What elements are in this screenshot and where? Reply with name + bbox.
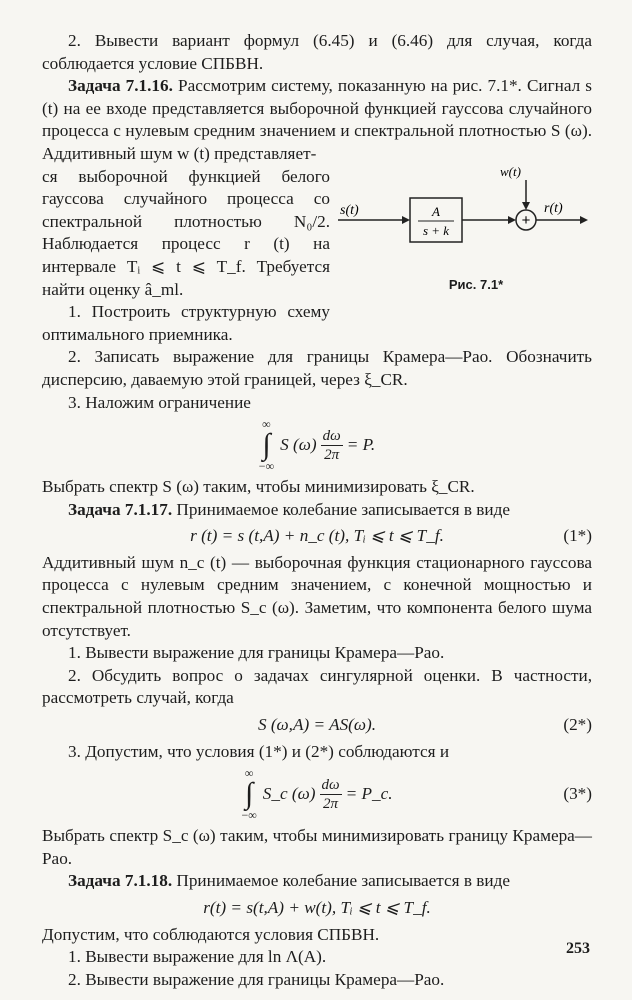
integral-sign: ∞ ∫ −∞ — [258, 417, 275, 474]
input-label: s(t) — [340, 202, 359, 218]
paragraph: ся выборочной функцией белого гауссова случайного процесса со спектральной плотностью N₀/2. Наблюдается процесс r (t) на интервале Tᵢ ⩽ t ⩽ T_f. Требуется найти оценку â_ml. — [42, 166, 330, 299]
task-label: Задача 7.1.18. — [68, 871, 173, 891]
question-2: 2. Записать выражение для границы Крамера—Рао. Обозначить дисперсию, даваемую этой границей, через ξ_CR. — [42, 347, 592, 389]
equation-4: r(t) = s(t,A) + w(t), Tᵢ ⩽ t ⩽ T_f. — [203, 898, 431, 917]
task-text: Принимаемое колебание записывается в виде — [172, 499, 510, 519]
equation-2: S (ω,A) = AS(ω). (2*) — [42, 714, 592, 737]
question-3: 3. Наложим ограничение — [68, 392, 251, 412]
equation-number: (3*) — [563, 783, 592, 803]
page-body — [42, 30, 592, 991]
question-2: 2. Обсудить вопрос о задачах сингулярной оценки. В частности, рассмотреть случай, когда — [42, 665, 592, 708]
fraction: $\frac{d\omega}{2\pi}$ — [321, 776, 340, 812]
page-number: 253 — [566, 940, 590, 957]
question-1: 1. Построить структурную схему оптимального приемника. — [42, 302, 330, 344]
figure-7-1 — [330, 162, 592, 292]
equation-3: ∞ ∫ −∞ S_c (ω) $\frac{d\omega}{2\pi}$ = P_c. (3*) — [241, 766, 592, 823]
equation-1: r (t) = s (t,A) + n_c (t), Tᵢ ⩽ t ⩽ T_f. (1*) — [42, 525, 592, 548]
sum-symbol: + — [521, 211, 531, 229]
task-7-1-18 — [42, 870, 592, 893]
output-arrowhead — [580, 216, 588, 224]
task-text: Рассмотрим систему, показанную на рис. 7.1*. Сигнал s (t) на ее входе представляется выборочной функцией гауссова случайного процесса с нулевым средним значением и спектральной плотностью S (ω). Аддитивный шум w (t) представляет- — [42, 76, 592, 163]
fraction: $\frac{d\omega}{2\pi}$ — [322, 427, 341, 463]
question-1: 1. Вывести выражение для ln Λ(A). — [68, 947, 327, 967]
paragraph: Выбрать спектр S (ω) таким, чтобы минимизировать ξ_CR. — [42, 477, 475, 497]
task-7-1-16 — [42, 75, 592, 165]
equation-number: (1*) — [563, 526, 592, 546]
equation-integral-1: ∞ ∫ −∞ S (ω) $\frac{d\omega}{2\pi}$ = P. — [258, 417, 376, 474]
question-1: 1. Вывести выражение для границы Крамера—Рао. — [68, 643, 445, 663]
noise-arrowhead — [522, 202, 530, 210]
task-label: Задача 7.1.17. — [68, 499, 173, 519]
task-7-1-17 — [42, 499, 592, 522]
figure-caption: Рис. 7.1* — [448, 277, 504, 293]
block-diagram — [330, 162, 592, 274]
paragraph: Допустим, что соблюдаются условия СПБВН. — [42, 924, 380, 944]
noise-label: w(t) — [500, 163, 521, 179]
block-numerator: A — [432, 203, 440, 219]
integral-sign: ∞ ∫ −∞ — [241, 766, 257, 823]
block-denominator: s + k — [422, 222, 450, 238]
paragraph: Аддитивный шум n_c (t) — выборочная функция стационарного гауссова процесса с нулевым средним значением, с конечной мощностью и спектральной плотностью S_c (ω). Заметим, что компонента белого шума отсутствует. — [42, 552, 592, 640]
task-label: Задача 7.1.16. — [68, 76, 173, 96]
question-3: 3. Допустим, что условия (1*) и (2*) соблюдаются и — [68, 741, 450, 761]
text-figure-wrap — [42, 163, 592, 347]
equation-number: (2*) — [563, 715, 592, 735]
task-text: Принимаемое колебание записывается в виде — [172, 871, 510, 891]
paragraph: Выбрать спектр S_c (ω) таким, чтобы минимизировать границу Крамера—Рао. — [42, 826, 592, 868]
block-output-arrowhead — [508, 216, 516, 224]
paragraph: 2. Вывести вариант формул (6.45) и (6.46) для случая, когда соблюдается условие СПБВН. — [42, 31, 592, 73]
question-2: 2. Вывести выражение для границы Крамера—Рао. — [68, 969, 445, 989]
input-arrowhead — [402, 216, 410, 224]
output-label: r(t) — [544, 200, 563, 216]
